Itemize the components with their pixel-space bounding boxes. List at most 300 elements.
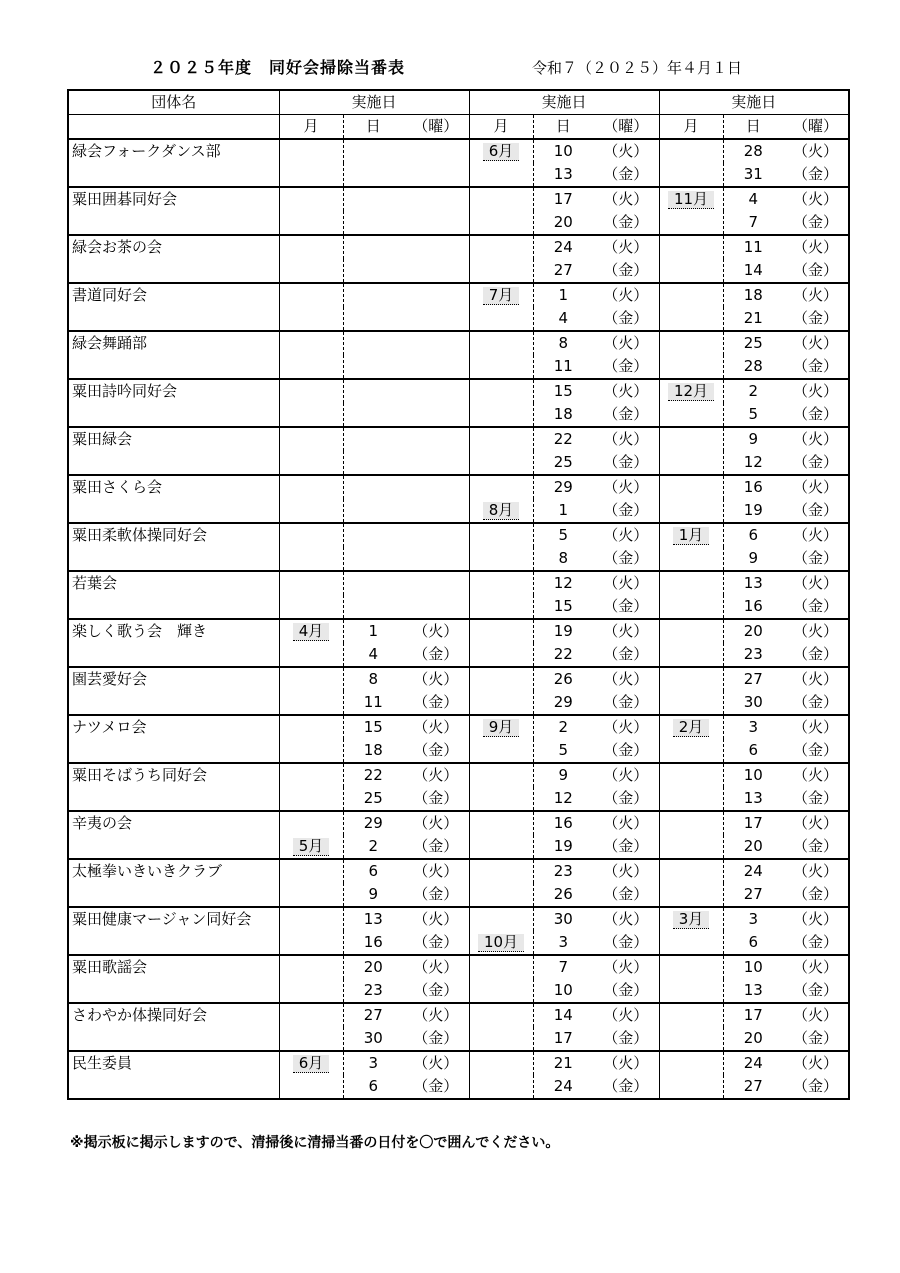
- schedule-row: [68, 451, 849, 475]
- schedule-row: [68, 499, 849, 523]
- month-cell: [279, 571, 343, 595]
- weekday-cell: （金）: [403, 835, 469, 859]
- group-name-cell: 粟田柔軟体操同好会: [68, 523, 279, 547]
- weekday-cell: （火）: [403, 811, 469, 835]
- schedule-row: [68, 883, 849, 907]
- month-cell: [279, 739, 343, 763]
- weekday-cell: （火）: [403, 907, 469, 931]
- month-cell: [659, 403, 723, 427]
- group-name-cell: 粟田健康マージャン同好会: [68, 907, 279, 931]
- header-implementation-date: 実施日: [469, 90, 659, 115]
- weekday-cell: [403, 139, 469, 163]
- group-name-cell: 園芸愛好会: [68, 667, 279, 691]
- month-cell: [279, 931, 343, 955]
- day-cell: 29: [533, 691, 593, 715]
- weekday-cell: （金）: [783, 835, 849, 859]
- month-cell: [659, 211, 723, 235]
- weekday-cell: （火）: [593, 715, 659, 739]
- weekday-cell: （火）: [783, 859, 849, 883]
- subheader-weekday: （曜）: [593, 115, 659, 140]
- month-cell: [279, 835, 343, 859]
- day-cell: [343, 499, 403, 523]
- month-cell: [659, 595, 723, 619]
- weekday-cell: [403, 427, 469, 451]
- month-cell: [469, 691, 533, 715]
- weekday-cell: （金）: [593, 1027, 659, 1051]
- weekday-cell: （金）: [783, 307, 849, 331]
- day-cell: 21: [723, 307, 783, 331]
- day-cell: [343, 355, 403, 379]
- month-cell: [469, 859, 533, 883]
- month-cell: [469, 475, 533, 499]
- schedule-row: [68, 1075, 849, 1099]
- weekday-cell: （火）: [593, 619, 659, 643]
- group-name-cell: 書道同好会: [68, 283, 279, 307]
- month-label: 6月: [483, 143, 520, 161]
- weekday-cell: （金）: [593, 355, 659, 379]
- day-cell: 9: [533, 763, 593, 787]
- weekday-cell: [403, 451, 469, 475]
- weekday-cell: [403, 499, 469, 523]
- day-cell: 15: [533, 379, 593, 403]
- header-implementation-date: 実施日: [279, 90, 469, 115]
- month-cell: [469, 739, 533, 763]
- month-cell: [279, 1075, 343, 1099]
- group-name-cell: [68, 787, 279, 811]
- day-cell: [343, 571, 403, 595]
- day-cell: [343, 163, 403, 187]
- day-cell: 7: [723, 211, 783, 235]
- weekday-cell: （金）: [593, 883, 659, 907]
- weekday-cell: （火）: [783, 475, 849, 499]
- weekday-cell: （火）: [783, 619, 849, 643]
- weekday-cell: （火）: [783, 283, 849, 307]
- month-cell: [659, 907, 723, 931]
- weekday-cell: （火）: [593, 139, 659, 163]
- weekday-cell: （火）: [783, 571, 849, 595]
- month-cell: [469, 163, 533, 187]
- month-cell: [279, 187, 343, 211]
- day-cell: 12: [533, 787, 593, 811]
- weekday-cell: （火）: [593, 283, 659, 307]
- day-cell: 17: [533, 1027, 593, 1051]
- day-cell: 24: [723, 859, 783, 883]
- day-cell: 22: [343, 763, 403, 787]
- month-cell: [469, 643, 533, 667]
- day-cell: 5: [533, 523, 593, 547]
- day-cell: 21: [533, 1051, 593, 1075]
- day-cell: [343, 211, 403, 235]
- month-cell: [659, 451, 723, 475]
- group-name-cell: [68, 1027, 279, 1051]
- month-cell: [469, 907, 533, 931]
- day-cell: [343, 187, 403, 211]
- weekday-cell: [403, 571, 469, 595]
- day-cell: 19: [533, 835, 593, 859]
- month-cell: [469, 355, 533, 379]
- schedule-row: [68, 1051, 849, 1075]
- weekday-cell: （火）: [783, 523, 849, 547]
- month-cell: [469, 211, 533, 235]
- day-cell: 20: [723, 619, 783, 643]
- weekday-cell: [403, 595, 469, 619]
- schedule-row: [68, 211, 849, 235]
- month-cell: [469, 955, 533, 979]
- month-cell: [659, 835, 723, 859]
- group-name-cell: [68, 307, 279, 331]
- month-cell: [279, 667, 343, 691]
- day-cell: 17: [533, 187, 593, 211]
- month-cell: [469, 451, 533, 475]
- group-name-cell: [68, 739, 279, 763]
- group-name-cell: 粟田詩吟同好会: [68, 379, 279, 403]
- month-cell: [279, 163, 343, 187]
- month-cell: [279, 427, 343, 451]
- day-cell: 20: [343, 955, 403, 979]
- weekday-cell: （火）: [403, 859, 469, 883]
- month-cell: [659, 523, 723, 547]
- day-cell: 30: [533, 907, 593, 931]
- group-name-cell: 若葉会: [68, 571, 279, 595]
- day-cell: [343, 259, 403, 283]
- day-cell: 17: [723, 811, 783, 835]
- schedule-row: [68, 907, 849, 931]
- day-cell: [343, 427, 403, 451]
- subheader-month: 月: [469, 115, 533, 140]
- weekday-cell: （火）: [783, 1051, 849, 1075]
- cleaning-schedule-table: [67, 89, 850, 1100]
- weekday-cell: （火）: [783, 1003, 849, 1027]
- month-cell: [469, 1027, 533, 1051]
- weekday-cell: （火）: [593, 811, 659, 835]
- group-name-cell: [68, 259, 279, 283]
- day-cell: [343, 475, 403, 499]
- month-cell: [659, 667, 723, 691]
- day-cell: 27: [343, 1003, 403, 1027]
- schedule-row: [68, 619, 849, 643]
- schedule-row: [68, 355, 849, 379]
- weekday-cell: （火）: [403, 955, 469, 979]
- day-cell: 29: [343, 811, 403, 835]
- day-cell: 3: [343, 1051, 403, 1075]
- day-cell: 26: [533, 883, 593, 907]
- weekday-cell: （金）: [403, 1075, 469, 1099]
- month-cell: [659, 283, 723, 307]
- header-row: [68, 90, 849, 115]
- month-cell: [469, 835, 533, 859]
- day-cell: 19: [533, 619, 593, 643]
- weekday-cell: （金）: [403, 739, 469, 763]
- schedule-row: [68, 187, 849, 211]
- day-cell: 17: [723, 1003, 783, 1027]
- schedule-row: [68, 691, 849, 715]
- weekday-cell: （金）: [403, 787, 469, 811]
- day-cell: 14: [723, 259, 783, 283]
- schedule-row: [68, 331, 849, 355]
- subheader-weekday: （曜）: [403, 115, 469, 140]
- month-cell: [469, 499, 533, 523]
- month-cell: [659, 787, 723, 811]
- day-cell: 13: [723, 571, 783, 595]
- month-cell: [279, 619, 343, 643]
- day-cell: 9: [723, 547, 783, 571]
- month-cell: [279, 955, 343, 979]
- month-label: 7月: [483, 287, 520, 305]
- schedule-row: [68, 739, 849, 763]
- day-cell: 24: [723, 1051, 783, 1075]
- subheader-weekday: （曜）: [783, 115, 849, 140]
- weekday-cell: （火）: [593, 187, 659, 211]
- month-cell: [279, 475, 343, 499]
- weekday-cell: （金）: [783, 1075, 849, 1099]
- subheader-day: 日: [533, 115, 593, 140]
- day-cell: 8: [533, 331, 593, 355]
- subheader-day: 日: [723, 115, 783, 140]
- month-cell: [659, 811, 723, 835]
- day-cell: 25: [343, 787, 403, 811]
- weekday-cell: （金）: [593, 835, 659, 859]
- weekday-cell: （金）: [593, 307, 659, 331]
- weekday-cell: （金）: [593, 403, 659, 427]
- weekday-cell: （火）: [593, 235, 659, 259]
- group-name-cell: [68, 163, 279, 187]
- weekday-cell: （火）: [783, 763, 849, 787]
- day-cell: [343, 139, 403, 163]
- weekday-cell: （金）: [593, 787, 659, 811]
- day-cell: [343, 403, 403, 427]
- schedule-row: [68, 475, 849, 499]
- month-cell: [469, 571, 533, 595]
- group-name-cell: 粟田さくら会: [68, 475, 279, 499]
- month-cell: [279, 331, 343, 355]
- header-implementation-date: 実施日: [659, 90, 849, 115]
- month-cell: [469, 187, 533, 211]
- day-cell: [343, 595, 403, 619]
- month-cell: [469, 811, 533, 835]
- weekday-cell: （金）: [593, 1075, 659, 1099]
- group-name-cell: 楽しく歌う会 輝き: [68, 619, 279, 643]
- month-cell: [279, 499, 343, 523]
- day-cell: 15: [533, 595, 593, 619]
- weekday-cell: （金）: [783, 643, 849, 667]
- weekday-cell: [403, 211, 469, 235]
- day-cell: 4: [723, 187, 783, 211]
- weekday-cell: [403, 355, 469, 379]
- weekday-cell: [403, 523, 469, 547]
- group-name-cell: [68, 211, 279, 235]
- day-cell: 2: [343, 835, 403, 859]
- header-group-name: 団体名: [68, 90, 279, 115]
- day-cell: [343, 307, 403, 331]
- day-cell: 11: [343, 691, 403, 715]
- weekday-cell: （金）: [593, 691, 659, 715]
- weekday-cell: （金）: [593, 595, 659, 619]
- month-label: 4月: [293, 623, 330, 641]
- day-cell: 10: [533, 979, 593, 1003]
- weekday-cell: （金）: [403, 691, 469, 715]
- weekday-cell: （金）: [783, 547, 849, 571]
- group-name-cell: 粟田そばうち同好会: [68, 763, 279, 787]
- weekday-cell: （金）: [403, 931, 469, 955]
- weekday-cell: （火）: [593, 859, 659, 883]
- day-cell: 16: [533, 811, 593, 835]
- weekday-cell: （金）: [593, 499, 659, 523]
- group-name-cell: 粟田囲碁同好会: [68, 187, 279, 211]
- group-name-cell: [68, 595, 279, 619]
- month-cell: [659, 331, 723, 355]
- month-cell: [659, 691, 723, 715]
- weekday-cell: （金）: [783, 403, 849, 427]
- month-cell: [279, 1003, 343, 1027]
- weekday-cell: [403, 283, 469, 307]
- weekday-cell: （金）: [593, 931, 659, 955]
- day-cell: [343, 331, 403, 355]
- month-cell: [279, 547, 343, 571]
- weekday-cell: （金）: [783, 259, 849, 283]
- day-cell: 22: [533, 643, 593, 667]
- weekday-cell: （金）: [593, 211, 659, 235]
- month-cell: [659, 259, 723, 283]
- schedule-row: [68, 427, 849, 451]
- day-cell: 28: [723, 355, 783, 379]
- month-cell: [659, 571, 723, 595]
- month-cell: [659, 475, 723, 499]
- group-name-cell: [68, 979, 279, 1003]
- month-cell: [659, 955, 723, 979]
- day-cell: 3: [723, 907, 783, 931]
- month-cell: [469, 883, 533, 907]
- weekday-cell: [403, 379, 469, 403]
- day-cell: 27: [533, 259, 593, 283]
- day-cell: 3: [723, 715, 783, 739]
- month-cell: [279, 763, 343, 787]
- weekday-cell: （火）: [783, 907, 849, 931]
- weekday-cell: （金）: [593, 259, 659, 283]
- month-cell: [279, 283, 343, 307]
- schedule-row: [68, 859, 849, 883]
- group-name-cell: [68, 403, 279, 427]
- month-cell: [469, 763, 533, 787]
- month-cell: [469, 283, 533, 307]
- day-cell: 13: [723, 979, 783, 1003]
- schedule-row: [68, 763, 849, 787]
- month-cell: [659, 739, 723, 763]
- page-title: ２０２５年度 同好会掃除当番表: [150, 58, 406, 77]
- month-cell: [279, 1051, 343, 1075]
- day-cell: [343, 547, 403, 571]
- weekday-cell: （火）: [783, 811, 849, 835]
- subheader-day: 日: [343, 115, 403, 140]
- month-cell: [469, 979, 533, 1003]
- day-cell: 6: [343, 1075, 403, 1099]
- month-cell: [659, 355, 723, 379]
- month-cell: [469, 547, 533, 571]
- day-cell: 25: [723, 331, 783, 355]
- month-label: 9月: [483, 719, 520, 737]
- month-label: 6月: [293, 1055, 330, 1073]
- schedule-row: [68, 547, 849, 571]
- month-cell: [469, 715, 533, 739]
- month-cell: [279, 451, 343, 475]
- month-cell: [279, 979, 343, 1003]
- weekday-cell: （火）: [403, 1003, 469, 1027]
- schedule-row: [68, 667, 849, 691]
- month-cell: [469, 403, 533, 427]
- day-cell: 6: [723, 931, 783, 955]
- month-cell: [659, 307, 723, 331]
- day-cell: 13: [533, 163, 593, 187]
- day-cell: 16: [343, 931, 403, 955]
- month-cell: [659, 187, 723, 211]
- weekday-cell: （火）: [403, 667, 469, 691]
- month-label: 12月: [668, 383, 714, 401]
- day-cell: 2: [723, 379, 783, 403]
- month-label: 3月: [673, 911, 710, 929]
- weekday-cell: （火）: [783, 667, 849, 691]
- weekday-cell: （火）: [403, 763, 469, 787]
- month-cell: [279, 715, 343, 739]
- weekday-cell: [403, 475, 469, 499]
- weekday-cell: （金）: [403, 883, 469, 907]
- day-cell: 6: [723, 523, 783, 547]
- schedule-row: [68, 643, 849, 667]
- weekday-cell: （金）: [783, 739, 849, 763]
- group-name-cell: [68, 931, 279, 955]
- weekday-cell: （火）: [593, 571, 659, 595]
- month-cell: [469, 1003, 533, 1027]
- day-cell: 25: [533, 451, 593, 475]
- month-cell: [279, 811, 343, 835]
- month-cell: [469, 619, 533, 643]
- day-cell: 24: [533, 235, 593, 259]
- day-cell: 10: [723, 763, 783, 787]
- group-name-cell: 辛夷の会: [68, 811, 279, 835]
- subheader-month: 月: [659, 115, 723, 140]
- weekday-cell: （金）: [593, 643, 659, 667]
- month-cell: [659, 931, 723, 955]
- group-name-cell: 粟田緑会: [68, 427, 279, 451]
- month-cell: [659, 883, 723, 907]
- month-label: 5月: [293, 838, 330, 856]
- weekday-cell: （金）: [783, 883, 849, 907]
- month-cell: [279, 259, 343, 283]
- weekday-cell: （金）: [783, 787, 849, 811]
- weekday-cell: （火）: [783, 187, 849, 211]
- month-cell: [659, 1075, 723, 1099]
- month-cell: [659, 979, 723, 1003]
- month-label: 1月: [673, 527, 710, 545]
- day-cell: [343, 235, 403, 259]
- month-cell: [279, 1027, 343, 1051]
- day-cell: 23: [723, 643, 783, 667]
- schedule-row: [68, 979, 849, 1003]
- month-cell: [469, 139, 533, 163]
- group-name-cell: [68, 1075, 279, 1099]
- subheader-blank: [68, 115, 279, 140]
- day-cell: 14: [533, 1003, 593, 1027]
- month-label: 8月: [483, 502, 520, 520]
- group-name-cell: ナツメロ会: [68, 715, 279, 739]
- weekday-cell: （火）: [593, 1051, 659, 1075]
- day-cell: 24: [533, 1075, 593, 1099]
- schedule-row: [68, 1027, 849, 1051]
- day-cell: 29: [533, 475, 593, 499]
- day-cell: 18: [533, 403, 593, 427]
- weekday-cell: （金）: [783, 163, 849, 187]
- month-cell: [469, 523, 533, 547]
- subheader-row: [68, 115, 849, 140]
- group-name-cell: [68, 355, 279, 379]
